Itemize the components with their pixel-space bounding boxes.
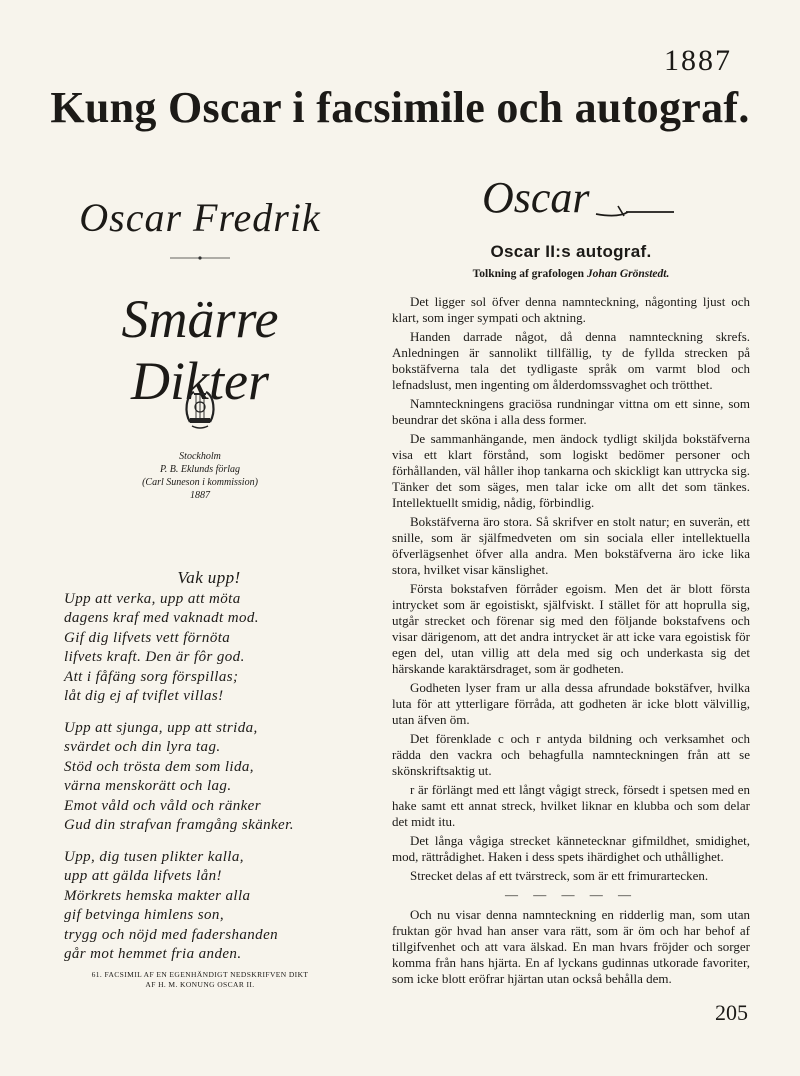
poem-line: Gud din strafvan framgång skänker. [64,817,294,833]
paragraph: Strecket delas af ett tvärstreck, som är ett frimurartecken. [410,868,709,883]
signature-text: Oscar [482,173,590,222]
handwritten-poem [64,568,354,977]
poem-line: Mörkrets hemska makter alla [64,887,251,904]
paragraph: Det ligger sol öfver denna namnteckning, någonting ljust och klart, som inger sympati och aktning. [392,294,750,325]
imprint-line: P. B. Eklunds förlag [159,464,241,475]
poem-line: gif betvinga himlens son, [64,907,224,923]
imprint-line: 1887 [190,490,210,501]
poem-line: Gif dig lifvets vett förnöta [64,629,231,646]
article-subtitle [392,268,750,280]
poem-line: låt dig ej af tviflet villas! [64,688,224,704]
poem-line: Stöd och trösta dem som lida, [64,758,254,775]
article-title: Oscar II:s autograf. [490,242,652,261]
lyre-emblem-icon [178,386,222,430]
poem-stanza [64,590,354,707]
title-page-imprint [50,450,350,502]
page-number: 205 [715,1000,748,1025]
poem-line: Upp, dig tusen plikter kalla, [64,848,244,865]
poem-line: trygg och nöjd med fadershanden [64,926,279,943]
closing-paragraph: Och nu visar denna namnteckning en ridderlig man, som utan fruktan gör hvad han anser vara rätt, som är öm och har behof af tillgifvenhet och att vara älskad. En man hvars fröjder och sorger komma från hans hjärta. En af lyckans gudinnas utkorade favoriter, som icke blott eröfrar hjärtan utan också behålla dem. [392,907,750,986]
poem-line: Upp att verka, upp att möta [64,590,241,607]
section-separator: — — — — — [505,887,637,902]
title-page-author: Oscar Fredrik [79,195,321,240]
poem-line: dagens kraf med vaknadt mod. [64,610,259,626]
page-title: Kung Oscar i facsimile och autograf. [50,83,750,132]
paragraph: Det förenklade c och r antyda bildning och verksamhet och rädda den vackra och behagfulla namnteckningen från att se skönskriftsaktig ut. [392,731,750,778]
poem-line: svärdet och din lyra tag. [64,739,221,755]
paragraph: Första bokstafven förråder egoism. Men det är blott första intrycket som är egoistiskt, själfviskt. I stället för att hoprulla sig, utgår strecket och förenar sig med den följande bokstafvens och visar därigenom, att det andra intrycket är att icke vara egoistisk för egen del, utan villig att dela med sig och underkasta sig det härskande karaktärsdraget, som är godheten. [392,581,750,676]
poem-line: lifvets kraft. Den är fôr god. [64,649,245,665]
paragraph: Namnteckningens graciösa rundningar vittna om ett sinne, som beundrar det sköna i alla dess former. [392,396,750,427]
paragraph: De sammanhängande, men ändock tydligt skiljda bokstäfverna visa ett klart förstånd, som logiskt bedömer personer och förhållanden, väl håller ihop tankarna och skickligt kan uttrycka sig. Tänker det som säges, men talar icke om allt det som tänkes. Intellektuellt smidig, nådig, förbindlig. [392,431,750,510]
poem-line: Upp att sjunga, upp att strida, [64,719,258,736]
year-heading: 1887 [664,44,732,77]
poem-stanza [64,848,354,965]
signature-autograph [478,172,678,228]
caption-line: AF H. M. KONUNG OSCAR II. [145,980,255,989]
article-body [392,294,750,990]
imprint-line: (Carl Suneson i kommission) [142,477,258,488]
paragraph: Handen darrade något, då denna namnteckning skrefs. Anledningen är sannolikt tillfällig, ty de fyllda strecken på bokstäfverna tala det tydligaste språk om varmt blod och lefnadslust, men ingenting om ålderdomssvaghet och trötthet. [392,329,750,392]
poem-line: värna menskorätt och lag. [64,778,232,794]
subtitle-prefix: Tolkning af grafologen [472,268,587,280]
paragraph: Det långa vågiga strecket kännetecknar gifmildhet, smidighet, mod, rättrådighet. Haken i dess spets ihärdighet och uthållighet. [392,833,750,864]
poem-stanza [64,719,354,836]
poem-line: Emot våld och våld och ränker [64,797,261,814]
imprint-line: Stockholm [179,451,221,462]
graphologist-name: Johan Grönstedt. [586,268,670,280]
paragraph: Bokstäfverna äro stora. Så skrifver en stolt natur; en suverän, ett snille, som är själfmedveten om sin sociala eller intellektuella öfverlägsenhet öfver alla andra. Men bokstäfverna äro icke lika stora, hvilket visar känslighet. [392,514,750,577]
figure-caption [50,970,350,990]
caption-line: 61. FACSIMIL AF EN EGENHÄNDIGT NEDSKRIFVEN DIKT [91,970,309,979]
poem-line: upp att gälda lifvets lån! [64,868,222,884]
poem-title: Vak upp! [177,568,241,587]
paragraph: Godheten lyser fram ur alla dessa afrundade bokstäfver, hvilka luta för att ytterligare förråda, att godheten är icke blott välvillig, utan äfven öm. [392,680,750,727]
title-page-title: Smärre Dikter [121,289,279,411]
ornament-rule [170,254,230,262]
poem-line: Att i fåfäng sorg förspillas; [64,668,239,685]
poem-line: går mot hemmet fria anden. [64,946,242,962]
facsimile-illustration [50,178,350,1008]
paragraph: r är förlängt med ett långt vågigt streck, försedt i spetsen med en hake samt ett annat streck, hvilket liknar en klubba och som delar det midt itu. [392,782,750,829]
